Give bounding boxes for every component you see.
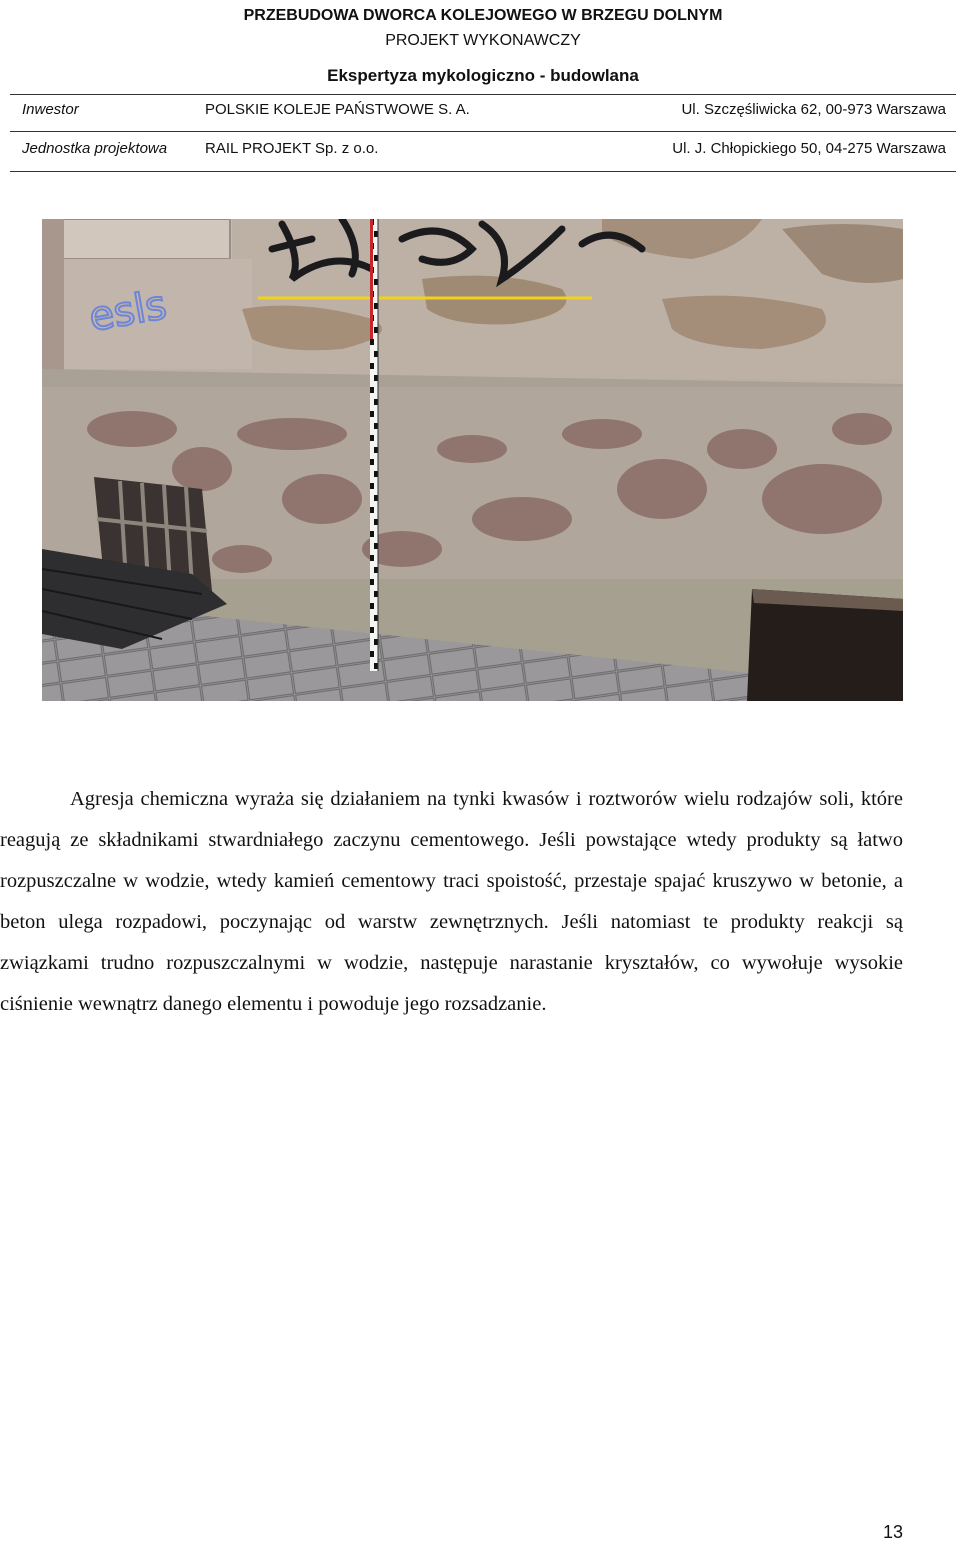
investor-name: POLSKIE KOLEJE PAŃSTWOWE S. A. [205, 101, 470, 118]
design-unit-label: Jednostka projektowa [22, 140, 168, 157]
wall-damage-photo [42, 219, 903, 701]
design-unit-address: Ul. J. Chłopickiego 50, 04-275 Warszawa [672, 140, 946, 157]
body-text [0, 779, 903, 1025]
design-unit-name: RAIL PROJEKT Sp. z o.o. [205, 140, 379, 157]
project-subtitle: PROJEKT WYKONAWCZY [385, 32, 581, 49]
document-type: Ekspertyza mykologiczno - budowlana [327, 66, 639, 85]
header-divider [10, 94, 956, 95]
investor-row [22, 101, 946, 123]
page-number: 13 [882, 1522, 903, 1542]
body-paragraph: Agresja chemiczna wyraża się działaniem na tynki kwasów i roztworów wielu rodzajów soli, które reagują ze składnikami stwardniałego zaczynu cementowego. Jeśli powstające wtedy produkty są łatwo rozpuszczalne w wodzie, wtedy kamień cementowy traci spoistość, przestaje spajać kruszywo w betonie, a beton ulega rozpadowi, poczynając od warstw zewnętrznych. Jeśli natomiast te produkty reakcji są związkami trudno rozpuszczalnymi w wodzie, następuje narastanie kryształów, co wywołuje wysokie ciśnienie wewnątrz danego elementu i powoduje jego rozsadzanie. [0, 788, 903, 1015]
header-divider [10, 171, 956, 172]
header-divider [10, 131, 956, 132]
investor-label: Inwestor [22, 101, 79, 118]
investor-address: Ul. Szczęśliwicka 62, 00-973 Warszawa [681, 101, 946, 118]
project-title: PRZEBUDOWA DWORCA KOLEJOWEGO W BRZEGU DOLNYM [243, 7, 723, 24]
graffiti-tag: esls [85, 282, 170, 341]
design-unit-row [22, 140, 946, 162]
